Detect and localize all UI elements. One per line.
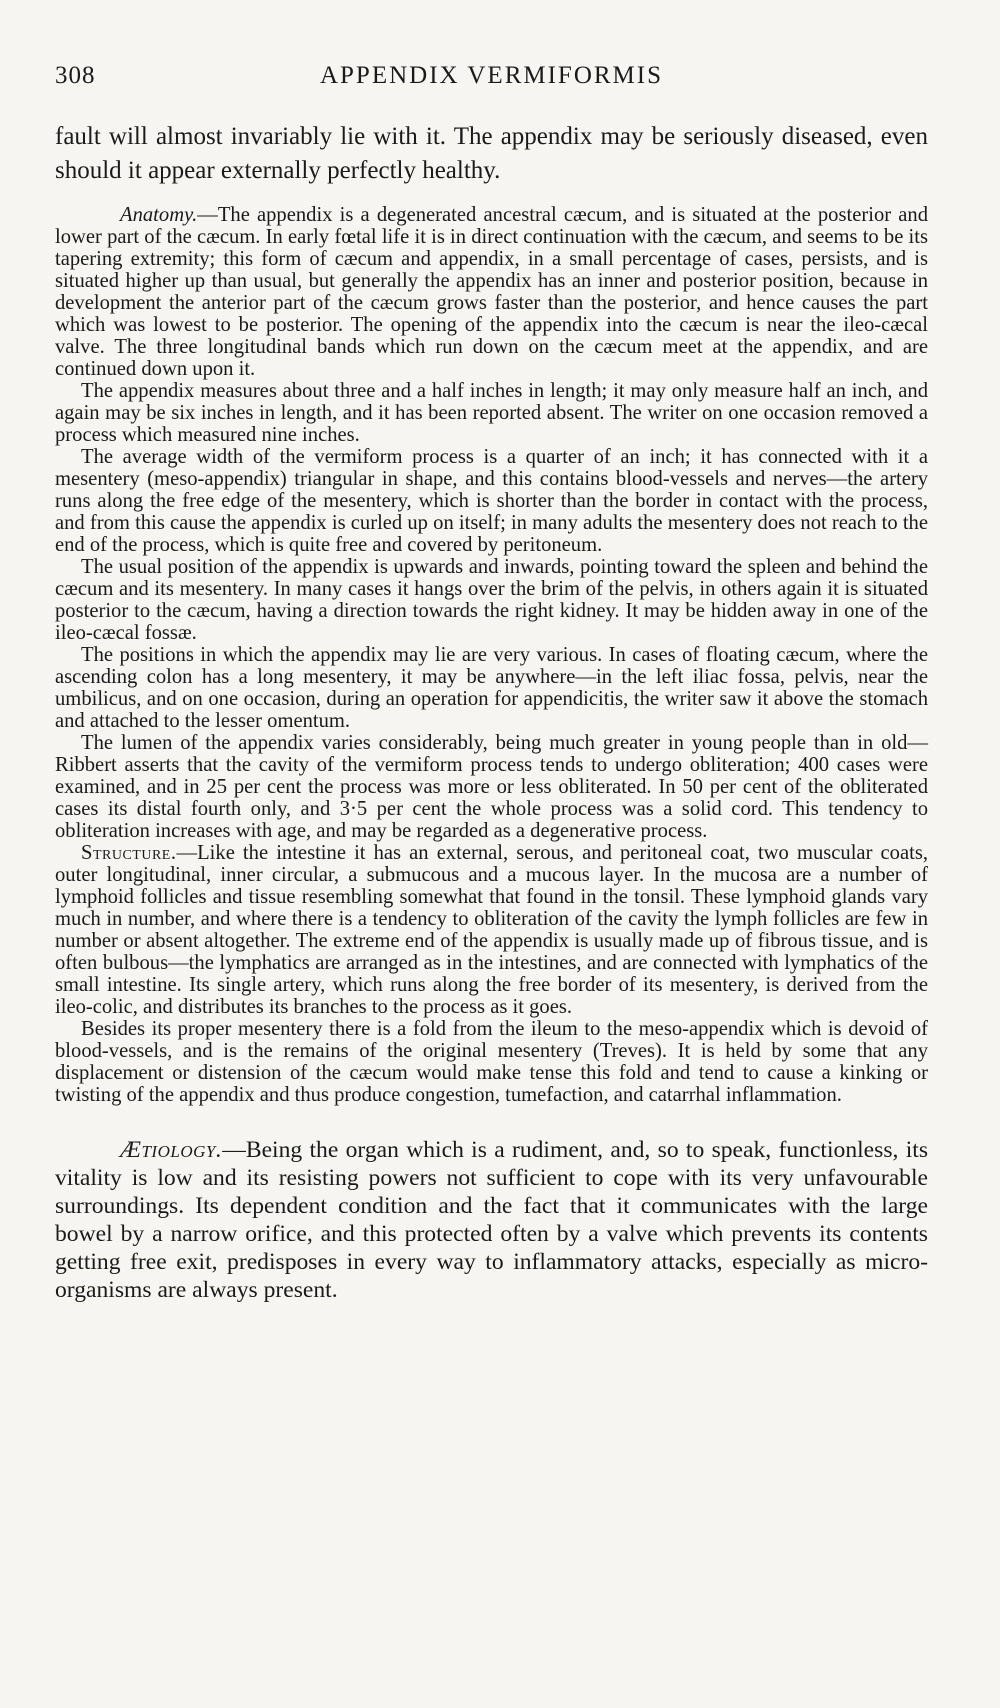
structure-text: —Like the intestine it has an external, serous, and peritoneal coat, two muscular coats, outer longitudinal, inner circular, a submucous and a mucous layer. In the mucosa are a number of lymphoid follicles and tissue resembling somewhat that found in the tonsil. These lymphoid glands vary much in number, and where there is a tendency to obliteration of the cavity the lymph follicles are few in number or absent altogether. The extreme end of the appendix is usually made up of fibrous tissue, and is often bulbous—the lymphatics are arranged as in the intestines, and are connected with lymphatics of the small intestine. Its single artery, which runs along the free border of its mesentery, is derived from the ileo-colic, and distributes its branches to the process as it goes. xyxy=(55,842,928,1018)
paragraph-position: The usual position of the appendix is upwards and inwards, pointing toward the spleen and behind the cæcum and its mesentery. In many cases it hangs over the brim of the pelvis, in others again it is situated posterior to the cæcum, having a direction towards the right kidney. It may be hidden away in one of the ileo-cæcal fossæ. xyxy=(55,556,928,644)
anatomy-text: —The appendix is a degenerated ancestral cæcum, and is situated at the posterior and lower part of the cæcum. In early fœtal life it is in direct continuation with the cæcum, and seems to be its tapering extremity; this form of cæcum and appendix, in a small percentage of cases, persists, and is situated higher up than usual, but generally the appendix has an inner and posterior position, because in development the anterior part of the cæcum grows faster than the posterior, and hence causes the part which was lowest to be posterior. The opening of the appendix into the cæcum is near the ileo-cæcal valve. The three longitudinal bands which run down on the cæcum meet at the appendix, and are continued down upon it. xyxy=(55,204,928,380)
paragraph-variations: The positions in which the appendix may lie are very various. In cases of floating cæcum, where the ascending colon has a long mesentery, it may be anywhere—in the left iliac fossa, pelvis, near the umbilicus, and on one occasion, during an operation for appendicitis, the writer saw it above the stomach and attached to the lesser omentum. xyxy=(55,644,928,732)
structure-paragraph xyxy=(55,842,928,1018)
paragraph-width: The average width of the vermiform process is a quarter of an inch; it has connected with it a mesentery (meso-appendix) triangular in shape, and this contains blood-vessels and nerves—the artery runs along the free edge of the mesentery, which is shorter than the border in contact with the process, and from this cause the appendix is curled up on itself; in many adults the mesentery does not reach to the end of the process, which is quite free and covered by peritoneum. xyxy=(55,446,928,556)
paragraph-length: The appendix measures about three and a half inches in length; it may only measure half an inch, and again may be six inches in length, and it has been reported absent. The writer on one occasion removed a process which measured nine inches. xyxy=(55,380,928,446)
running-title: APPENDIX VERMIFORMIS xyxy=(319,62,664,89)
anatomy-heading: Anatomy. xyxy=(120,204,198,226)
besides-paragraph: Besides its proper mesentery there is a fold from the ileum to the meso-appendix which is devoid of blood-vessels, and is the remains of the original mesentery (Treves). It is held by some that any displacement or distension of the cæcum would make tense this fold and tend to cause a kinking or twisting of the appendix and thus produce congestion, tumefaction, and catarrhal inflammation. xyxy=(55,1018,928,1106)
lead-paragraph: fault will almost invariably lie with it. The appendix may be seriously diseased, even should it appear externally perfectly healthy. xyxy=(55,123,928,184)
aetiology-paragraph xyxy=(55,1136,928,1304)
anatomy-paragraph xyxy=(55,204,928,380)
paragraph-lumen: The lumen of the appendix varies considerably, being much greater in young people than in old—Ribbert asserts that the cavity of the vermiform process tends to undergo obliteration; 400 cases were examined, and in 25 per cent the process was more or less obliterated. In 50 per cent of the obliterated cases its distal fourth only, and 3·5 per cent the whole process was a solid cord. This tendency to obliteration increases with age, and may be regarded as a degenerative process. xyxy=(55,732,928,842)
running-head xyxy=(55,62,928,96)
aetiology-text: —Being the organ which is a rudiment, and, so to speak, functionless, its vitality is low and its resisting powers not sufficient to cope with its very unfavourable surroundings. Its dependent condition and the fact that it communicates with the large bowel by a narrow orifice, and this protected often by a valve which prevents its contents getting free exit, predisposes in every way to inflammatory attacks, especially as micro-organisms are always present. xyxy=(55,1137,928,1303)
page-number: 308 xyxy=(55,62,96,89)
aetiology-heading: Ætiology. xyxy=(120,1137,223,1163)
structure-heading: Structure. xyxy=(81,842,177,864)
